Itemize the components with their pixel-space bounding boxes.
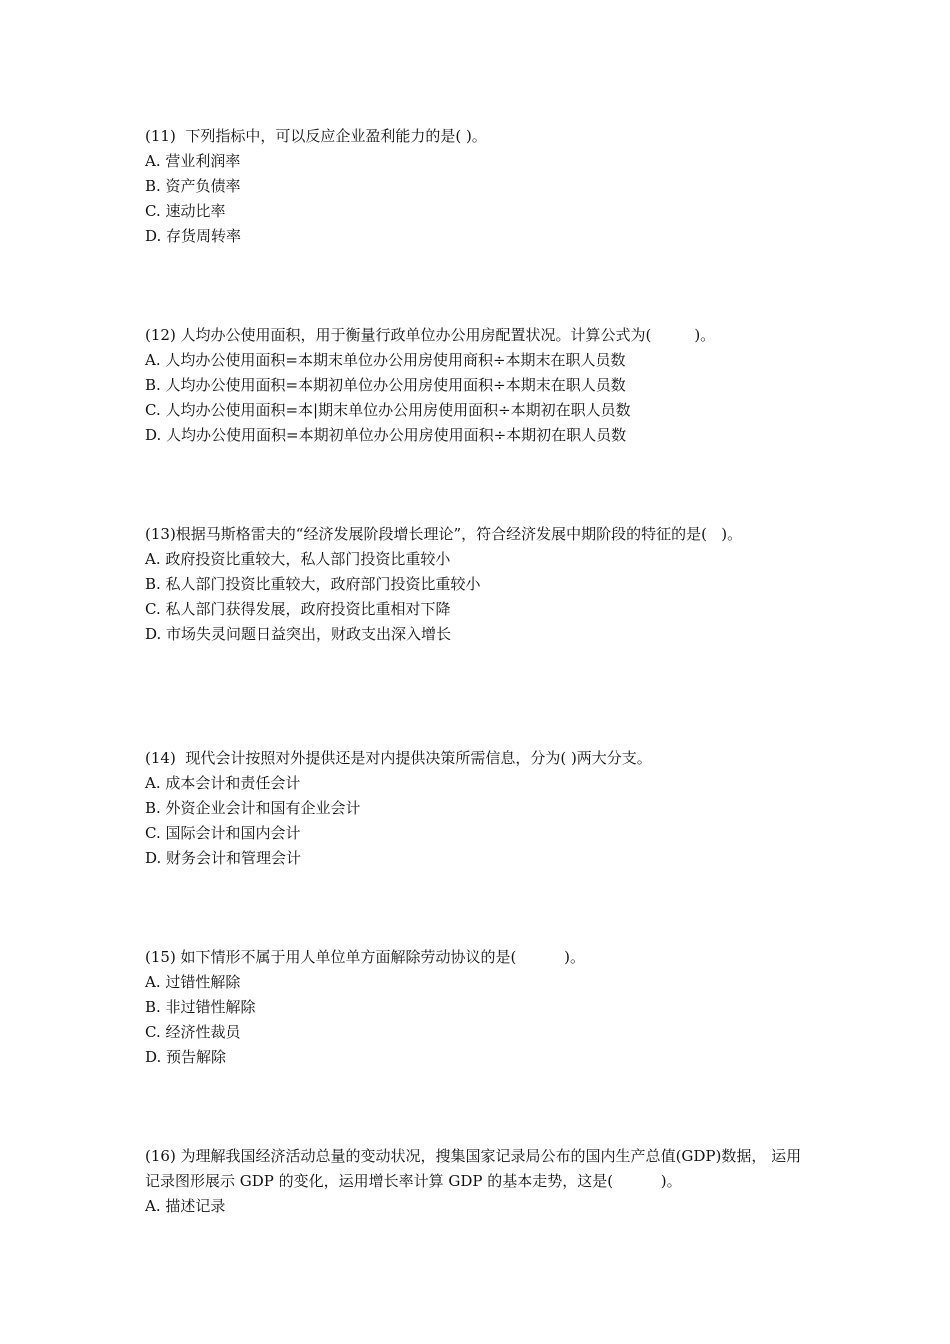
question-16 [145, 1144, 815, 1219]
option-b: B. 非过错性解除 [145, 998, 256, 1016]
option-a: A. 营业利润率 [145, 152, 241, 170]
option-b: B. 资产负债率 [145, 177, 241, 195]
option-d: D. 存货周转率 [145, 227, 242, 245]
question-stem: (12) 人均办公使用面积，用于衡量行政单位办公用房配置状况。计算公式为( )。 [145, 326, 716, 344]
option-c: C. 速动比率 [145, 202, 226, 220]
option-d: D. 市场失灵问题日益突出，财政支出深入增长 [145, 625, 452, 643]
option-c: C. 私人部门获得发展，政府投资比重相对下降 [145, 600, 451, 618]
option-a: A. 描述记录 [145, 1197, 226, 1215]
question-11 [145, 124, 815, 249]
option-a: A. 成本会计和责任会计 [145, 774, 301, 792]
option-d: D. 预告解除 [145, 1048, 227, 1066]
question-14 [145, 746, 815, 871]
option-d: D. 财务会计和管理会计 [145, 849, 302, 867]
option-a: A. 人均办公使用面积=本期末单位办公用房使用商积÷本期末在职人员数 [145, 351, 626, 369]
question-12 [145, 323, 815, 448]
option-c: C. 人均办公使用面积=本|期末单位办公用房使用面积÷本期初在职人员数 [145, 401, 631, 419]
option-b: B. 私人部门投资比重较大，政府部门投资比重较小 [145, 575, 481, 593]
option-c: C. 国际会计和国内会计 [145, 824, 301, 842]
question-stem: (16) 为理解我国经济活动总量的变动状况，搜集国家记录局公布的国内生产总值(GDP)数据， 运用记录图形展示 GDP 的变化，运用增长率计算 GDP 的基本走势，这是( )。 [145, 1147, 802, 1190]
option-d: D. 人均办公使用面积=本期初单位办公用房使用面积÷本期初在职人员数 [145, 426, 627, 444]
option-a: A. 政府投资比重较大，私人部门投资比重较小 [145, 550, 451, 568]
question-stem: (14) 现代会计按照对外提供还是对内提供决策所需信息，分为( )两大分支。 [145, 749, 652, 767]
question-15 [145, 945, 815, 1070]
question-stem: (15) 如下情形不属于用人单位单方面解除劳动协议的是( )。 [145, 948, 585, 966]
option-b: B. 人均办公使用面积=本期初单位办公用房使用面积÷本期末在职人员数 [145, 376, 626, 394]
option-c: C. 经济性裁员 [145, 1023, 241, 1041]
question-13 [145, 522, 815, 647]
option-a: A. 过错性解除 [145, 973, 241, 991]
question-stem: (13)根据马斯格雷夫的“经济发展阶段增长理论”，符合经济发展中期阶段的特征的是( )。 [145, 525, 743, 543]
question-stem: (11) 下列指标中，可以反应企业盈利能力的是( )。 [145, 127, 487, 145]
option-b: B. 外资企业会计和国有企业会计 [145, 799, 361, 817]
